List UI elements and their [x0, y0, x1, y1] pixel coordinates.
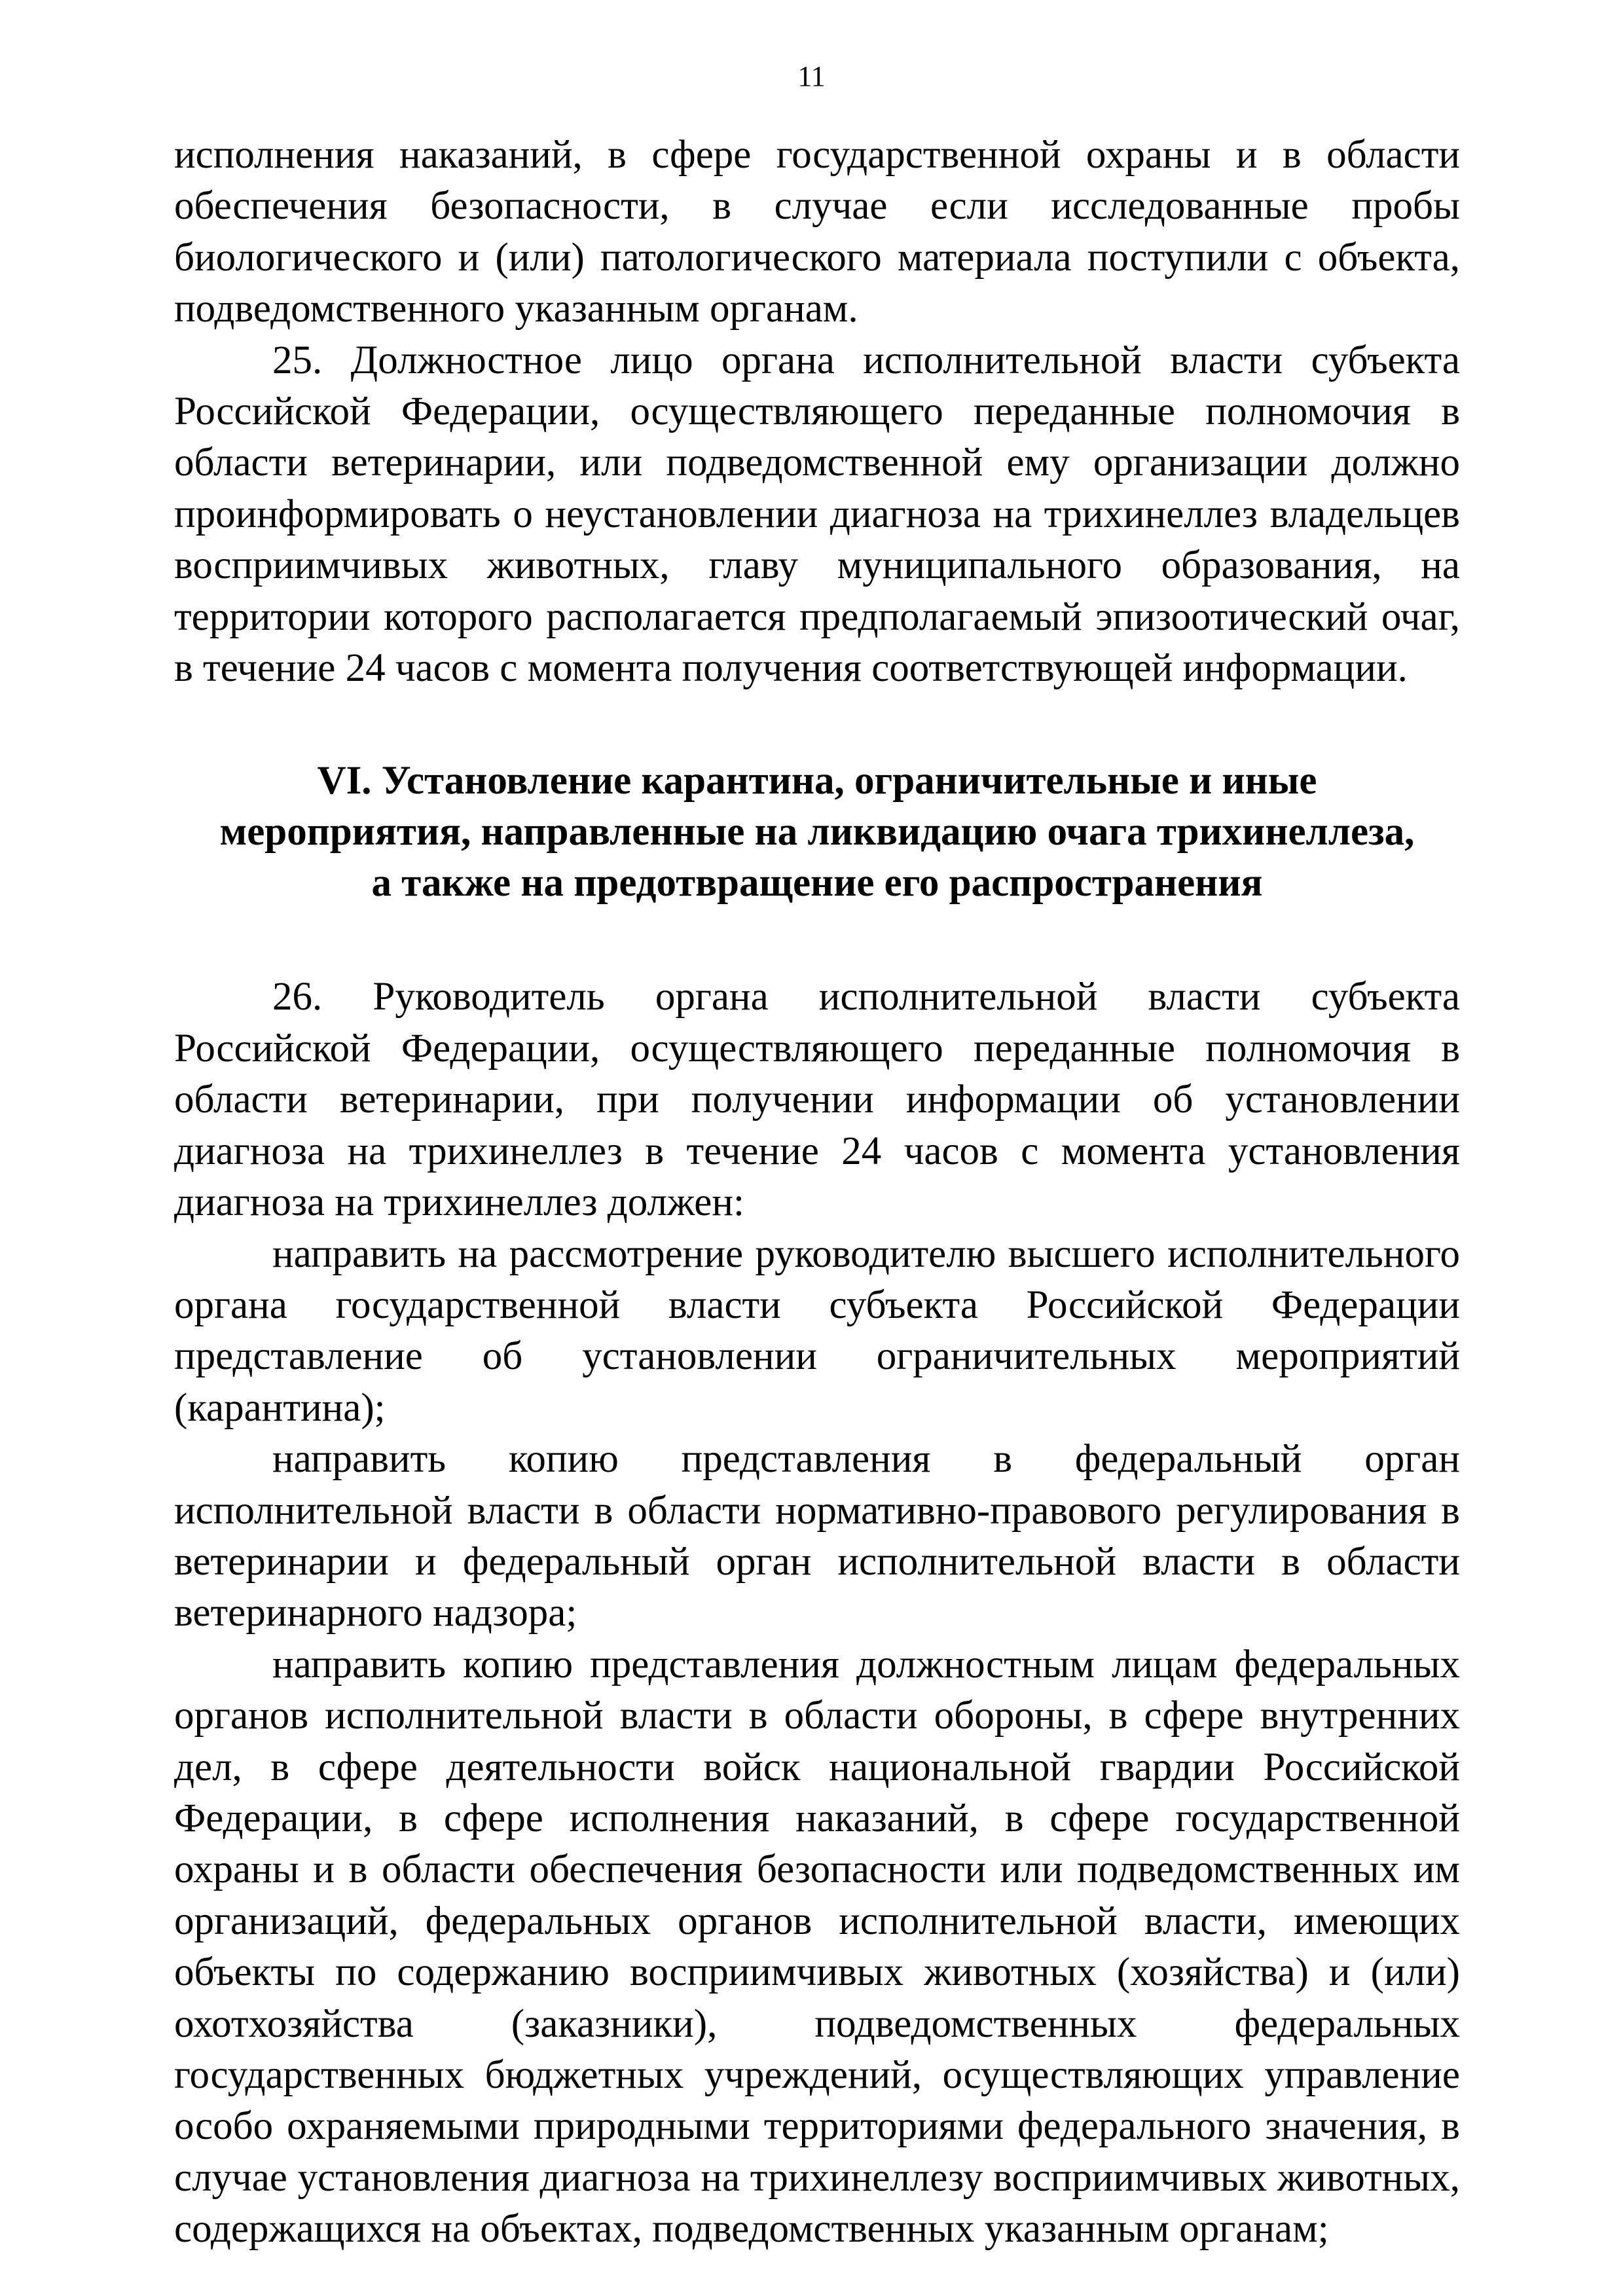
page-number: 11: [797, 60, 826, 92]
section-heading-line-3: а также на предотвращение его распространения: [371, 861, 1263, 905]
section-heading: [174, 756, 1460, 909]
page-body: [174, 130, 1460, 2255]
paragraph-26-item-3: направить копию представления должностным лицам федеральных органов исполнительной власти в области обороны, в сфере внутренних дел, в сфере деятельности войск национальной гвардии Российской Федерации, в сфере исполнения наказаний, в сфере государственной охраны и в области обеспечения безопасности или подведомственных им организаций, федеральных органов исполнительной власти, имеющих объекты по содержанию восприимчивых животных (хозяйства) и (или) охотхозяйства (заказники), подведомственных федеральных государственных бюджетных учреждений, осуществляющих управление особо охраняемыми природными территориями федерального значения, в случае установления диагноза на трихинеллезу восприимчивых животных, содержащихся на объектах, подведомственных указанным органам;: [174, 1642, 1460, 2251]
paragraph-26-item-1: направить на рассмотрение руководителю высшего исполнительного органа государственной власти субъекта Российской Федерации представление об установлении ограничительных мероприятий (карантина);: [174, 1231, 1460, 1430]
paragraph-25: 25. Должностное лицо органа исполнительной власти субъекта Российской Федерации, осуществляющего переданные полномочия в области ветеринарии, или подведомственной ему организации должно проинформировать о неустановлении диагноза на трихинеллез владельцев восприимчивых животных, главу муниципального образования, на территории которого располагается предполагаемый эпизоотический очаг, в течение 24 часов с момента получения соответствующей информации.: [174, 338, 1460, 691]
paragraph-continuation: исполнения наказаний, в сфере государственной охраны и в области обеспечения безопасности, в случае если исследованные пробы биологического и (или) патологического материала поступили с объекта, подведомственного указанным органам.: [174, 133, 1460, 331]
paragraph-26: 26. Руководитель органа исполнительной власти субъекта Российской Федерации, осуществляющего переданные полномочия в области ветеринарии, при получении информации об установлении диагноза на трихинеллез в течение 24 часов с момента установления диагноза на трихинеллез должен:: [174, 975, 1460, 1225]
section-heading-line-1: VI. Установление карантина, ограничительные и иные: [317, 759, 1317, 803]
section-heading-line-2: мероприятия, направленные на ликвидацию очага трихинеллеза,: [219, 810, 1415, 854]
paragraph-26-item-2: направить копию представления в федеральный орган исполнительной власти в области нормативно-правового регулирования в ветеринарии и федеральный орган исполнительной власти в области ветеринарного надзора;: [174, 1437, 1460, 1635]
